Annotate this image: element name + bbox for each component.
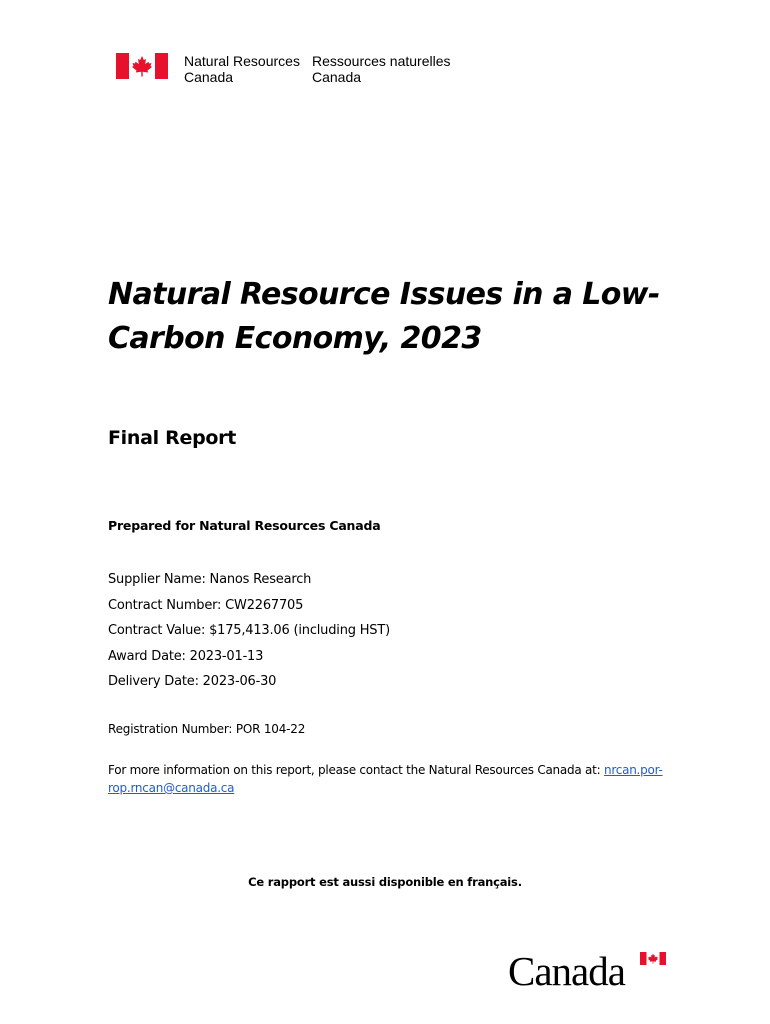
contact-text: For more information on this report, please contact the Natural Resources Canada at: (108, 763, 604, 777)
delivery-date: Delivery Date: 2023-06-30 (108, 674, 277, 689)
report-title-line1: Natural Resource Issues in a Low- (108, 277, 660, 312)
department-en-line1: Natural Resources (184, 53, 300, 69)
canada-wordmark (508, 950, 664, 994)
contact-email-line2: rop.rncan@canada.ca (108, 781, 235, 795)
wordmark-flag-icon (640, 952, 666, 965)
registration-number: Registration Number: POR 104-22 (108, 722, 306, 736)
canada-flag-icon (116, 53, 168, 79)
report-title-line2: Carbon Economy, 2023 (108, 321, 482, 356)
contact-info (108, 761, 668, 797)
department-name-english (184, 53, 312, 85)
french-availability-note: Ce rapport est aussi disponible en français. (248, 875, 522, 889)
contract-details (108, 567, 390, 695)
award-date: Award Date: 2023-01-13 (108, 648, 264, 664)
contract-value: Contract Value: $175,413.06 (including HST) (108, 623, 390, 638)
department-name-french (312, 53, 462, 85)
contract-number: Contract Number: CW2267705 (108, 597, 304, 613)
contact-email-line1: nrcan.por- (603, 763, 663, 777)
department-fr-line1: Ressources naturelles (312, 53, 451, 69)
report-subtitle: Final Report (108, 427, 236, 449)
canada-wordmark-text: Canada (508, 948, 625, 994)
federal-identity-signature (116, 53, 462, 85)
supplier-name: Supplier Name: Nanos Research (108, 572, 312, 587)
report-title (108, 273, 668, 361)
department-en-line2: Canada (184, 69, 234, 85)
prepared-for: Prepared for Natural Resources Canada (108, 518, 381, 533)
department-fr-line2: Canada (312, 69, 362, 85)
